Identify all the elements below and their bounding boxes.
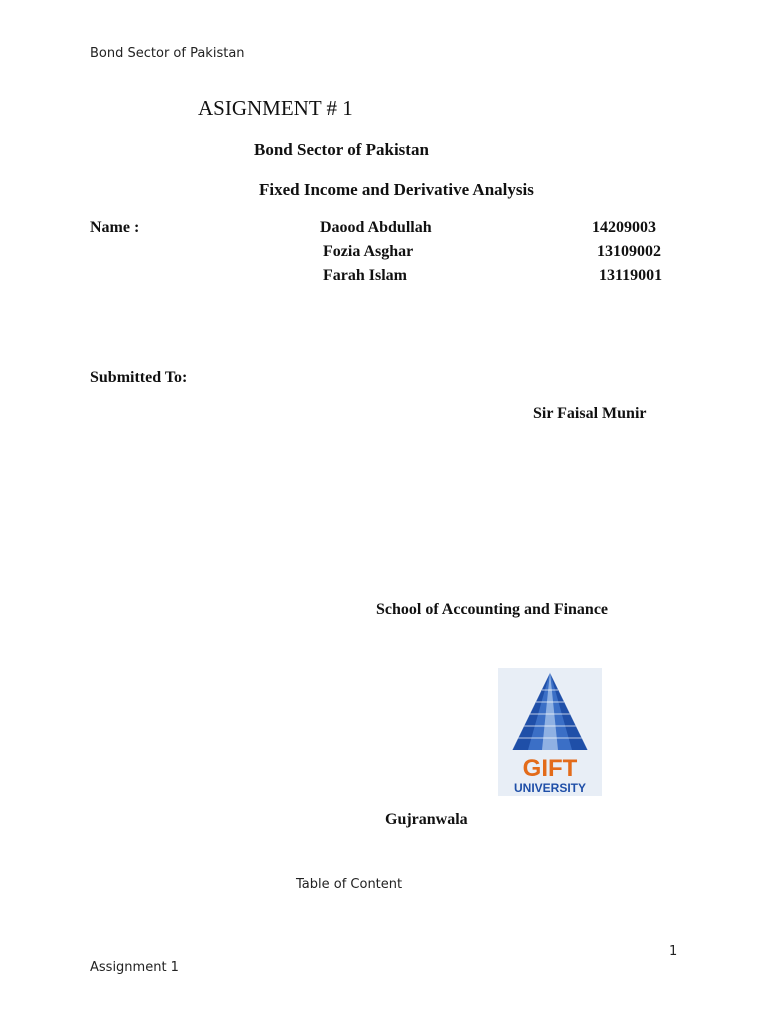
svg-text:GIFT: GIFT bbox=[522, 755, 578, 782]
instructor-name: Sir Faisal Munir bbox=[533, 405, 647, 422]
student-id: 13119001 bbox=[599, 267, 663, 284]
gift-university-logo bbox=[498, 668, 602, 796]
school-name: School of Accounting and Finance bbox=[376, 601, 609, 618]
city-name: Gujranwala bbox=[385, 811, 468, 828]
page-header: Bond Sector of Pakistan bbox=[90, 46, 245, 61]
student-name: Fozia Asghar bbox=[323, 243, 414, 260]
student-name: Daood Abdullah bbox=[320, 219, 432, 236]
assignment-title: ASIGNMENT # 1 bbox=[198, 96, 353, 120]
university-logo-icon bbox=[498, 668, 602, 796]
student-id: 13109002 bbox=[597, 243, 661, 260]
page-footer: Assignment 1 bbox=[90, 960, 179, 975]
student-id: 14209003 bbox=[592, 219, 656, 236]
table-of-content-heading: Table of Content bbox=[296, 877, 403, 892]
subtitle-bond-sector: Bond Sector of Pakistan bbox=[254, 140, 429, 159]
svg-text:UNIVERSITY: UNIVERSITY bbox=[513, 781, 587, 795]
name-label: Name : bbox=[90, 219, 140, 236]
page-number: 1 bbox=[669, 944, 678, 959]
submitted-to-label: Submitted To: bbox=[90, 369, 188, 386]
student-name: Farah Islam bbox=[323, 267, 407, 284]
subtitle-course: Fixed Income and Derivative Analysis bbox=[259, 180, 534, 199]
